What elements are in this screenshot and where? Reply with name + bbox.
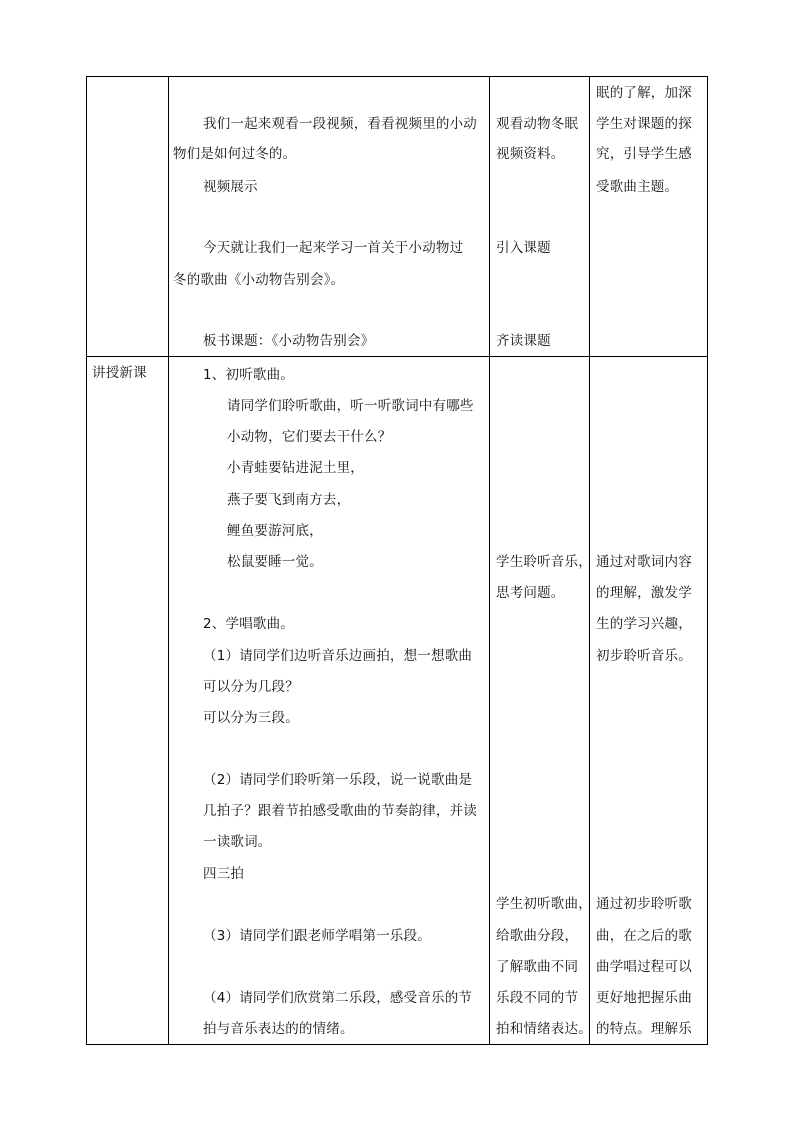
- row2-process-line: （2）请同学们聆听第一乐段，说一说歌曲是: [203, 772, 473, 788]
- row2-intent-line: 的特点。理解乐: [596, 1021, 692, 1037]
- row1-process-line: 视频展示: [203, 179, 258, 195]
- row2-process-line: 一读歌词。: [203, 834, 272, 850]
- column-divider-2: [489, 76, 490, 1045]
- row2-process-line: 几拍子？跟着节拍感受歌曲的节奏韵律，并读: [203, 803, 477, 819]
- row2-student-line: 了解歌曲不同: [496, 959, 579, 975]
- row2-process-line: 小动物，它们要去干什么？: [227, 429, 392, 445]
- row1-student-line: 观看动物冬眠: [496, 116, 579, 132]
- row2-process-line: 可以分为三段。: [203, 710, 299, 726]
- row2-intent-line: 通过初步聆听歌: [596, 896, 692, 912]
- row2-process-line: 燕子要飞到南方去，: [227, 492, 351, 508]
- row2-process-line: （3）请同学们跟老师学唱第一乐段。: [203, 928, 431, 944]
- table-border-left: [86, 76, 87, 1045]
- row1-process-line: 板书课题：《小动物告别会》: [203, 333, 375, 349]
- row2-student-line: 拍和情绪表达。: [496, 1021, 592, 1037]
- row1-process-line: 物们是如何过冬的。: [173, 146, 297, 162]
- row-divider: [86, 356, 708, 357]
- row2-process-line: 小青蛙要钻进泥土里，: [227, 460, 364, 476]
- row2-intent-line: 生的学习兴趣，: [596, 616, 692, 632]
- row2-process-line: 四三拍: [203, 866, 245, 882]
- row1-student-line: 视频资料。: [496, 146, 565, 162]
- row1-student-line: 引入课题: [496, 240, 551, 256]
- row2-process-line: 鲤鱼要游河底，: [227, 523, 323, 539]
- row1-intent-line: 眠的了解，加深: [596, 85, 692, 101]
- row2-process-line: 2、学唱歌曲。: [203, 616, 294, 632]
- row2-intent-line: 更好地把握乐曲: [596, 990, 692, 1006]
- row1-intent-line: 受歌曲主题。: [596, 179, 679, 195]
- row1-process-line: 今天就让我们一起来学习一首关于小动物过: [203, 240, 464, 256]
- row2-intent-line: 曲，在之后的歌: [596, 928, 692, 944]
- row2-process-line: （1）请同学们边听音乐边画拍，想一想歌曲: [203, 648, 473, 664]
- row1-student-line: 齐读课题: [496, 333, 551, 349]
- table-border-right: [707, 76, 708, 1045]
- column-divider-1: [168, 76, 169, 1045]
- row2-process-line: 可以分为几段？: [203, 679, 299, 695]
- row2-intent-line: 初步聆听音乐。: [596, 648, 692, 664]
- row2-student-line: 乐段不同的节: [496, 990, 579, 1006]
- row2-process-line: 松鼠要睡一觉。: [227, 554, 323, 570]
- table-border-bottom: [86, 1044, 708, 1045]
- row1-process-line: 我们一起来观看一段视频，看看视频里的小动: [203, 116, 477, 132]
- row1-process-line: 冬的歌曲《小动物告别会》。: [173, 272, 345, 288]
- row2-process-line: （4）请同学们欣赏第二乐段，感受音乐的节: [203, 990, 473, 1006]
- row1-intent-line: 究，引导学生感: [596, 146, 692, 162]
- table-border-top: [86, 76, 708, 77]
- row2-intent-line: 的理解，激发学: [596, 585, 692, 601]
- row2-intent-line: 通过对歌词内容: [596, 554, 692, 570]
- row2-student-line: 给歌曲分段，: [496, 928, 579, 944]
- row2-student-line: 思考问题。: [496, 585, 565, 601]
- row2-stage-label: 讲授新课: [92, 365, 147, 381]
- row2-student-line: 学生聆听音乐，: [496, 554, 592, 570]
- row2-process-line: 1、初听歌曲。: [203, 367, 294, 383]
- row2-intent-line: 曲学唱过程可以: [596, 959, 692, 975]
- row2-student-line: 学生初听歌曲，: [496, 896, 592, 912]
- row1-intent-line: 学生对课题的探: [596, 116, 692, 132]
- row2-process-line: 请同学们聆听歌曲，听一听歌词中有哪些: [227, 398, 474, 414]
- row2-process-line: 拍与音乐表达的的情绪。: [203, 1021, 354, 1037]
